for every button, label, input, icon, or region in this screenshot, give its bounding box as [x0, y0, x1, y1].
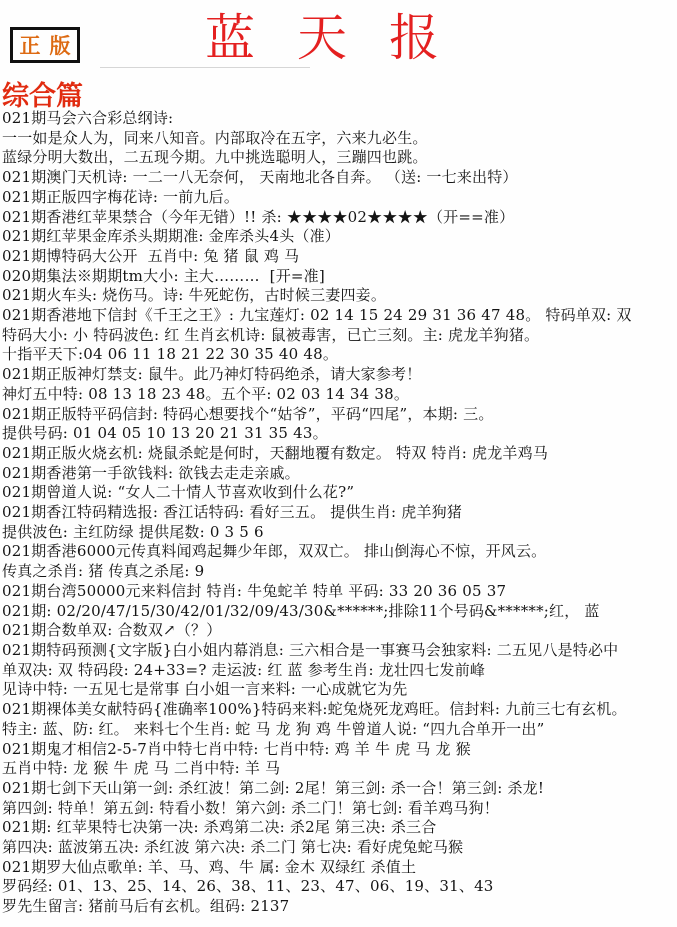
- report-line: 单双决: 双 特码段: 24+33=? 走运波: 红 蓝 参考生肖: 龙壮四七发前峰: [2, 660, 486, 679]
- report-line: 021期七剑下天山第一剑: 杀红波！第二剑: 2尾！第三剑: 杀一合！第三剑: 杀龙!: [2, 778, 545, 797]
- report-line: 021期正版四字梅花诗: 一前九后。: [2, 187, 240, 206]
- report-line: 特码大小: 小 特码波色: 红 生肖玄机诗: 鼠被毒害，已亡三刻。主: 虎龙羊狗猪。: [2, 325, 540, 344]
- report-line: 021期曾道人说: “女人二十情人节喜欢收到什么花?”: [2, 483, 355, 502]
- report-line: 提供号码: 01 04 05 10 13 20 21 31 35 43。: [2, 424, 328, 443]
- report-line: 第四决: 蓝波第五决: 杀红波 第六决: 杀二门 第七决: 看好虎兔蛇马猴: [2, 838, 464, 857]
- report-line: 021期香港红苹果禁合（今年无错）!! 杀: ★★★★02★★★★（开==准）: [2, 207, 515, 226]
- report-line: 021期马会六合彩总纲诗:: [2, 109, 174, 127]
- report-line: 021期香港6000元传真料闻鸡起舞少年郎，双双亡。 排山倒海心不惊，开风云。: [2, 542, 547, 561]
- report-line: 021期鬼才相信2-5-7肖中特七肖中特: 七肖中特: 鸡 羊 牛 虎 马 龙 猴: [2, 739, 471, 758]
- report-line: 特主: 蓝、防: 红。 来料七个生肖: 蛇 马 龙 狗 鸡 牛曾道人说: “四九合单开一出”: [2, 719, 545, 738]
- report-line: 021期香港第一手欲钱料: 欲钱去走走亲戚。: [2, 463, 300, 482]
- report-line: 021期火车头: 烧伤马。诗: 牛死蛇伤，古时候三妻四妾。: [2, 286, 387, 305]
- report-line: 021期正版特平码信封: 特码心想要找个“姑爷”，平码“四尾”，本期: 三。: [2, 404, 494, 423]
- report-line: 第四剑: 特单！第五剑: 特看小数！第六剑: 杀二门！第七剑: 看羊鸡马狗！: [2, 798, 499, 817]
- title-underline: [100, 67, 310, 68]
- report-line: 021期合数单双: 合数双↗（？）: [2, 621, 222, 640]
- report-line: 十指平天下:04 06 11 18 21 22 30 35 40 48。: [2, 345, 339, 364]
- report-line: 蓝绿分明大数出，二五现今期。九中挑选聪明人，三蹦四也跳。: [2, 148, 428, 167]
- report-line: 传真之杀肖: 猪 传真之杀尾: 9: [2, 562, 205, 581]
- report-line: 021期正版火烧玄机: 烧鼠杀蛇是何时，天翻地覆有数定。 特双 特肖: 虎龙羊鸡马: [2, 443, 549, 462]
- report-line: 021期澳门天机诗: 一二一八无奈何， 天南地北各自奔。 （送: 一七来出特）: [2, 168, 518, 187]
- report-line: 021期特码预测{文字版}白小姐内幕消息: 三六相合是一事赛马会独家料: 二五见八是特必中: [2, 640, 619, 659]
- report-line: 021期香港地下信封《千王之王》: 九宝莲灯: 02 14 15 24 29 31 36 47 48。 特码单双: 双: [2, 306, 632, 325]
- report-lines: [2, 109, 677, 917]
- authentic-badge: 正版: [10, 27, 80, 63]
- report-line: 罗先生留言: 猪前马后有玄机。组码: 2137: [2, 897, 290, 916]
- report-line: 021期博特码大公开 五肖中: 兔 猪 鼠 鸡 马: [2, 246, 300, 265]
- report-line: 021期台湾50000元来料信封 特肖: 牛兔蛇羊 特单 平码: 33 20 36 05 37: [2, 581, 507, 600]
- report-line: 五肖中特: 龙 猴 牛 虎 马 二肖中特: 羊 马: [2, 759, 281, 778]
- report-line: 见诗中特: 一五见七是常事 白小姐一言来料: 一心成就它为先: [2, 680, 408, 699]
- report-line: 021期正版神灯禁支: 鼠牛。此乃神灯特码绝杀，请大家参考！: [2, 365, 422, 384]
- report-line: 021期红苹果金库杀头期期准: 金库杀头4头（准）: [2, 227, 340, 246]
- page-title: 蓝天报: [205, 9, 481, 67]
- report-line: 一一如是众人为，同来八知音。内部取冷在五字，六来九必生。: [2, 128, 428, 147]
- section-title: 综合篇: [2, 81, 83, 112]
- report-line: 021期罗大仙点歌单: 羊、马、鸡、牛 属: 金木 双绿红 杀值土: [2, 857, 417, 876]
- report-line: 021期: 红苹果特七决第一决: 杀鸡第二决: 杀2尾 第三决: 杀三合: [2, 818, 437, 837]
- report-line: 021期: 02/20/47/15/30/42/01/32/09/43/30&******;排除11个号码&******;红， 蓝: [2, 601, 600, 620]
- report-line: 021期裸体美女献特码{准确率100%}特码来料:蛇兔烧死龙鸡旺。信封料: 九前三七有玄机。: [2, 700, 627, 719]
- report-line: 021期香江特码精选报: 香江话特码: 看好三五。 提供生肖: 虎羊狗猪: [2, 503, 463, 522]
- report-line: 提供波色: 主红防绿 提供尾数: 0 3 5 6: [2, 522, 264, 541]
- report-line: 020期集法※期期tm大小: 主大……… [开=准]: [2, 266, 325, 285]
- report-line: 罗码经: 01、13、25、14、26、38、11、23、47、06、19、31、43: [2, 877, 494, 896]
- report-line: 神灯五中特: 08 13 18 23 48。五个平: 02 03 14 34 38。: [2, 384, 410, 403]
